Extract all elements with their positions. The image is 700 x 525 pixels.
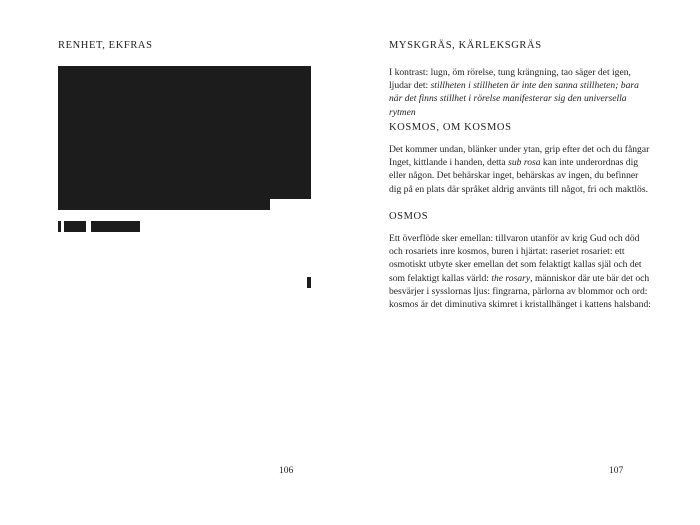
section-text-kosmos-roman-2: kan inte underordnas dig eller någon. Det behärskar inget, behärskas av ingen, du befinner dig på en plats där språket aldrig använts till något, fri och maktlös. (389, 157, 648, 195)
page-number-right: 107 (609, 466, 624, 476)
section-heading-osmos: OSMOS (389, 211, 429, 222)
section-text-osmos-roman-2: , människor där ute bär det och besvärjer i sysslornas ljus: fingrarna, pärlorna av blommor och ord: kosmos är det diminutiva skimret i kristallhänget i kattens halsband: (389, 272, 651, 311)
section-text-osmos-roman-1: Ett överflöde sker emellan: tillvaron utanför av krig Gud och död och rosariets inre kosmos, buren i hjärtat: raseriet rosariet: ett osmotiskt utbyte sker emellan det som felaktigt kallas själ och det som felaktigt kallas värld: (389, 233, 642, 284)
page-number-left: 106 (279, 466, 294, 476)
redacted-image-block-lower (58, 199, 270, 210)
section-text-osmos (389, 232, 651, 311)
section-heading-myskgras: MYSKGRÄS, KÄRLEKSGRÄS (389, 40, 542, 51)
redacted-mark (307, 277, 311, 288)
redacted-image-block (58, 66, 311, 199)
right-page (350, 0, 700, 525)
section-text-myskgras (389, 66, 651, 119)
section-text-kosmos-roman-1: Det kommer undan, blänker under ytan, grip efter det och du fångar Inget, kittlande i handen, detta (389, 144, 650, 169)
redacted-caption-bar-2 (64, 221, 86, 232)
redacted-caption-bar-3 (91, 221, 140, 232)
section-text-kosmos (389, 143, 651, 196)
section-heading-kosmos: KOSMOS, OM KOSMOS (389, 122, 512, 133)
section-text-osmos-italic: the rosary (491, 272, 531, 284)
redacted-caption-bar-1 (58, 221, 61, 232)
section-text-myskgras-roman: I kontrast: lugn, öm rörelse, tung krängning, tao säger det igen, ljudar det: (389, 67, 631, 92)
section-text-myskgras-italic: stillheten i stillheten är inte den sanna stillheten; bara när det finns stillhet i rörelse manifesterar sig den universella rytmen (389, 80, 639, 118)
left-page-heading: RENHET, EKFRAS (58, 40, 153, 51)
section-text-kosmos-italic: sub rosa (508, 157, 541, 169)
